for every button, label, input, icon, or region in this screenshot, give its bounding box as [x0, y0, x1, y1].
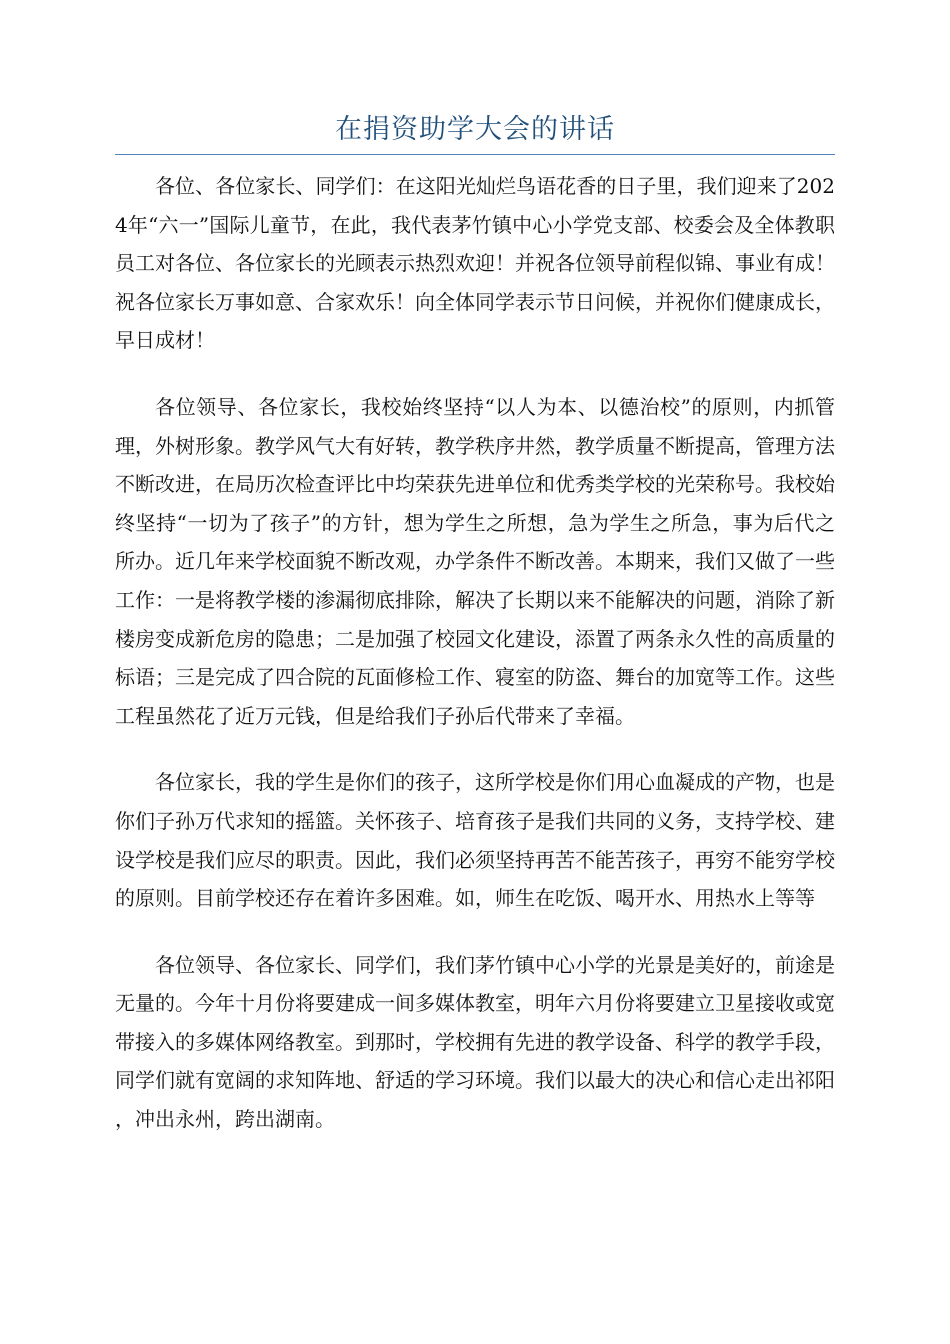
document-title: 在捐资助学大会的讲话: [335, 114, 615, 145]
title-underline: [115, 154, 835, 155]
paragraph-1: 各位、各位家长、同学们：在这阳光灿烂鸟语花香的日子里，我们迎来了2024年“六一”国际儿童节，在此，我代表茅竹镇中心小学党支部、校委会及全体教职员工对各位、各位家长的光顾表示热烈欢迎！并祝各位领导前程似锦、事业有成！祝各位家长万事如意、合家欢乐！向全体同学表示节日问候，并祝你们健康成长，早日成材！: [115, 174, 835, 353]
paragraph-3: 各位家长，我的学生是你们的孩子，这所学校是你们用心血凝成的产物，也是你们子孙万代求知的摇篮。关怀孩子、培育孩子是我们共同的义务，支持学校、建设学校是我们应尽的职责。因此，我们必须坚持再苦不能苦孩子，再穷不能穷学校的原则。目前学校还存在着许多困难。如，师生在吃饭、喝开水、用热水上等等: [115, 770, 835, 911]
paragraph-4: 各位领导、各位家长、同学们，我们茅竹镇中心小学的光景是美好的，前途是无量的。今年十月份将要建成一间多媒体教室，明年六月份将要建立卫星接收或宽带接入的多媒体网络教室。到那时，学校拥有先进的教学设备、科学的教学手段，同学们就有宽阔的求知阵地、舒适的学习环境。我们以最大的决心和信心走出祁阳，冲出永州，跨出湖南。: [115, 952, 835, 1132]
document-body: [115, 167, 835, 1167]
paragraph-2: 各位领导、各位家长，我校始终坚持“以人为本、以德治校”的原则，内抓管理，外树形象。教学风气大有好转，教学秩序井然，教学质量不断提高，管理方法不断改进，在局历次检查评比中均荣获先进单位和优秀类学校的光荣称号。我校始终坚持“一切为了孩子”的方针，想为学生之所想，急为学生之所急，事为后代之所办。近几年来学校面貌不断改观，办学条件不断改善。本期来，我们又做了一些工作：一是将教学楼的渗漏彻底排除，解决了长期以来不能解决的问题，消除了新楼房变成新危房的隐患；二是加强了校园文化建设，添置了两条永久性的高质量的标语；三是完成了四合院的瓦面修检工作、寝室的防盗、舞台的加宽等工作。这些工程虽然花了近万元钱，但是给我们子孙后代带来了幸福。: [115, 394, 835, 728]
